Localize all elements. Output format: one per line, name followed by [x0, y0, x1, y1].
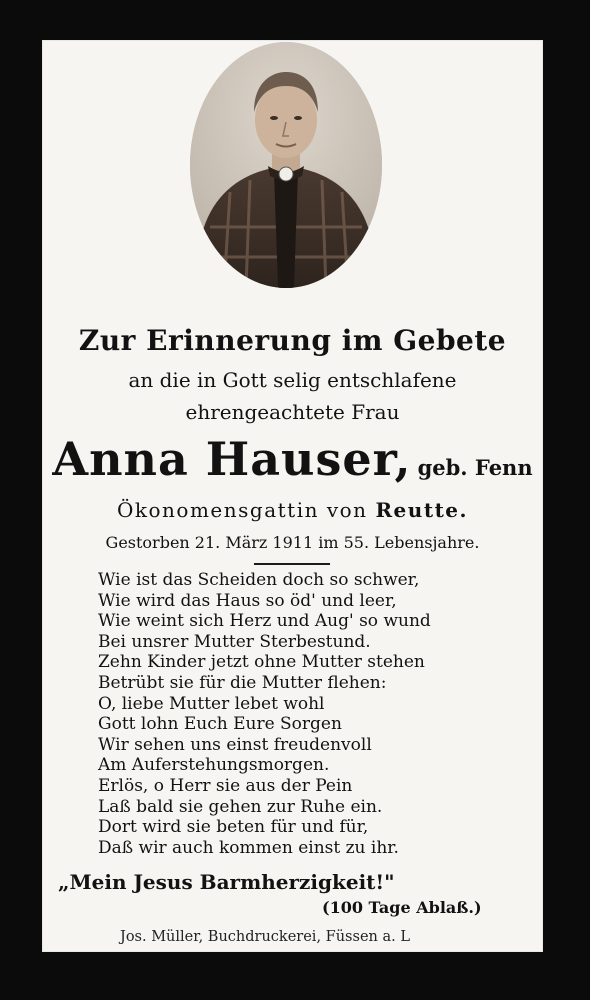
portrait-photo	[190, 42, 382, 288]
divider-line	[254, 563, 330, 565]
indulgence-note: (100 Tage Ablaß.)	[322, 898, 482, 917]
poem-line: Bei unsrer Mutter Sterbestund.	[98, 631, 371, 652]
poem-line: Gott lohn Euch Eure Sorgen	[98, 714, 342, 735]
prayer-line: „Mein Jesus Barmherzigkeit!"	[58, 870, 395, 894]
memorial-poem	[98, 570, 518, 858]
poem-line: Erlös, o Herr sie aus der Pein	[98, 775, 353, 796]
death-date-line: Gestorben 21. März 1911 im 55. Lebensjahre.	[105, 533, 480, 552]
deceased-name-row	[42, 432, 543, 486]
poem-line: Laß bald sie gehen zur Ruhe ein.	[98, 796, 383, 817]
occupation-prefix: Ökonomensgattin von	[116, 498, 368, 522]
poem-line: Am Auferstehungsmorgen.	[98, 755, 330, 776]
deceased-name: Anna Hauser,	[52, 432, 412, 486]
heading-remembrance: Zur Erinnerung im Gebete	[78, 324, 507, 357]
poem-line: Wie wird das Haus so öd' und leer,	[98, 590, 397, 611]
poem-line: Wie ist das Scheiden doch so schwer,	[98, 570, 420, 590]
poem-line: Wir sehen uns einst freudenvoll	[98, 734, 372, 755]
occupation-line	[42, 498, 543, 522]
memorial-card	[42, 40, 543, 952]
poem-line: O, liebe Mutter lebet wohl	[98, 693, 325, 714]
poem-line: Betrübt sie für die Mutter flehen:	[98, 672, 387, 693]
poem-line: Daß wir auch kommen einst zu ihr.	[98, 837, 399, 858]
occupation-place: Reutte.	[375, 498, 468, 522]
poem-line: Wie weint sich Herz und Aug' so wund	[98, 611, 431, 632]
printer-credit: Jos. Müller, Buchdruckerei, Füssen a. L	[120, 929, 410, 945]
subheading-line-2: ehrengeachtete Frau	[185, 400, 400, 424]
subheading-line-1: an die in Gott selig entschlafene	[128, 368, 457, 392]
portrait-illustration	[190, 42, 382, 288]
poem-line: Zehn Kinder jetzt ohne Mutter stehen	[98, 652, 425, 673]
poem-line: Dort wird sie beten für und für,	[98, 817, 369, 838]
maiden-name: geb. Fenn	[417, 455, 533, 480]
